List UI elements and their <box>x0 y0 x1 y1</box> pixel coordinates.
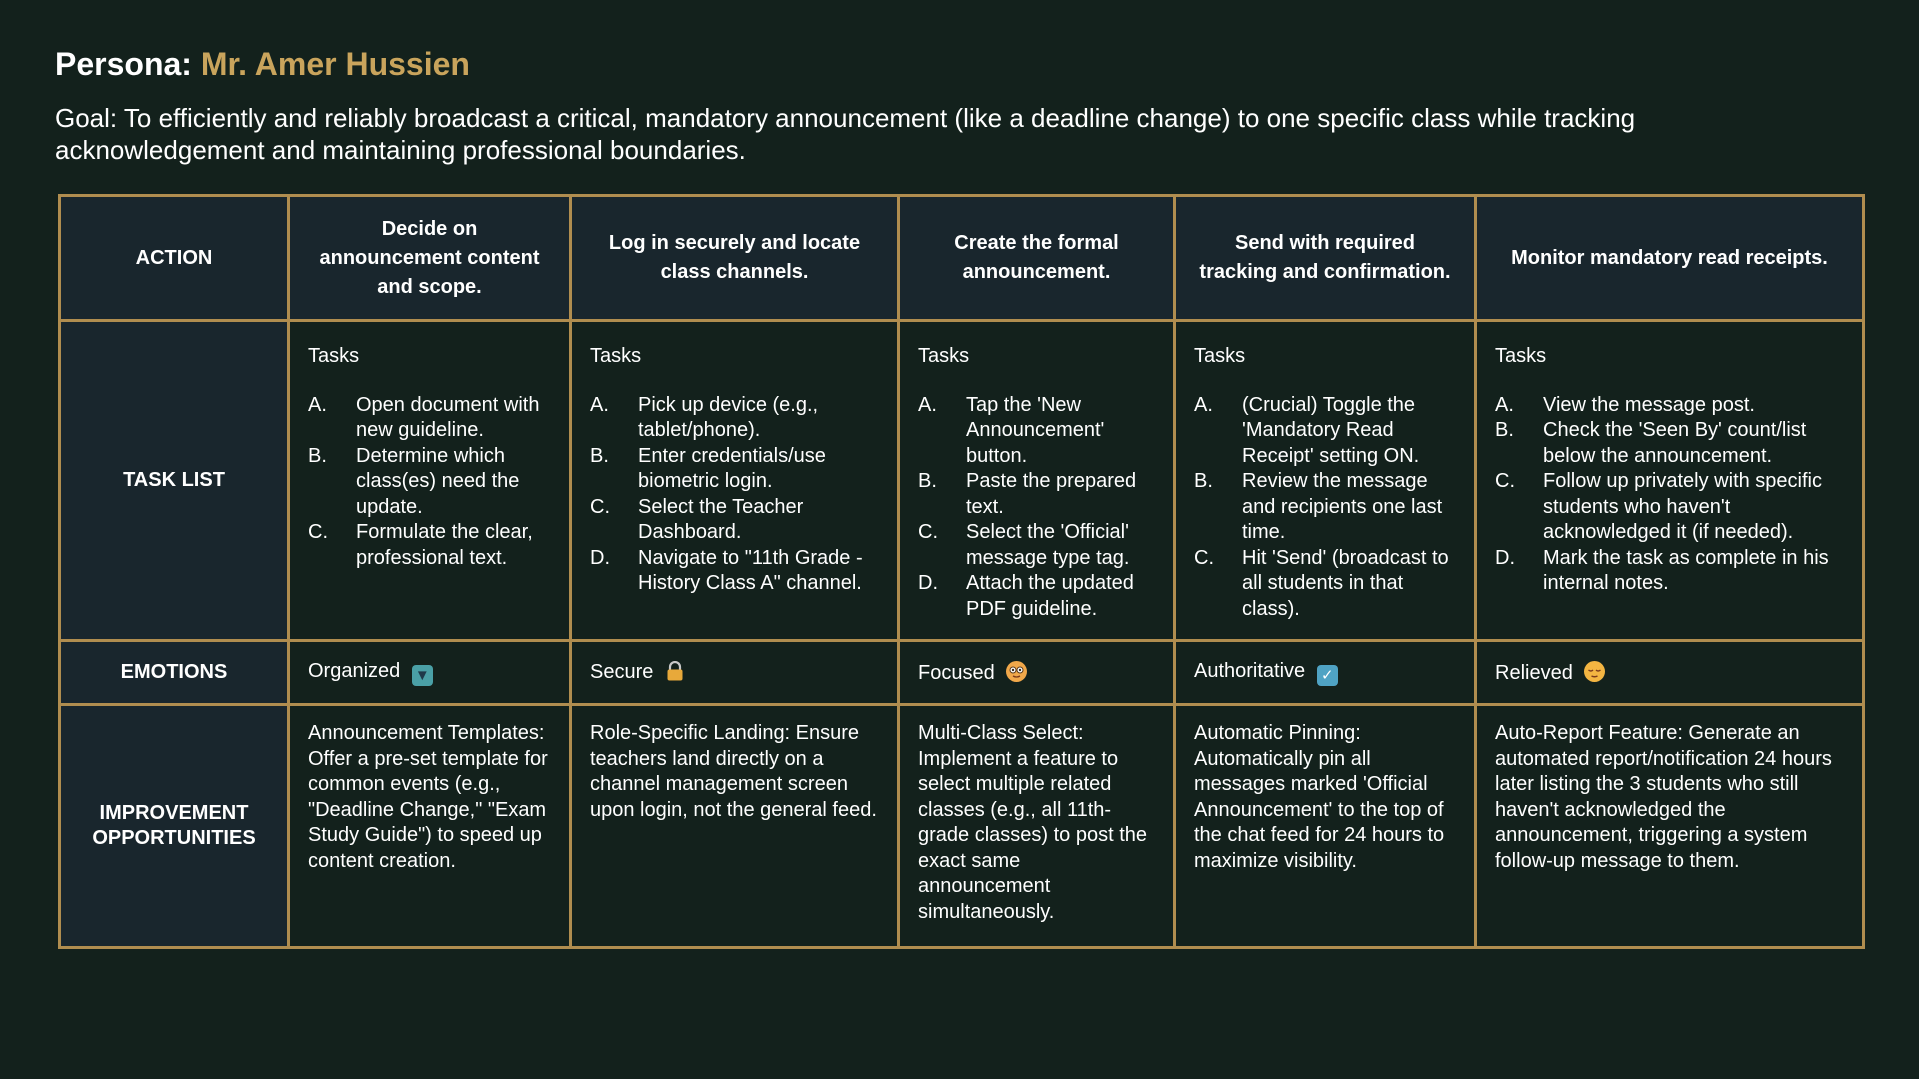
task-letter: B. <box>1194 470 1213 492</box>
persona-name: Mr. Amer Hussien <box>200 46 470 82</box>
task-letter: D. <box>590 546 610 569</box>
page-header <box>55 44 1855 166</box>
emotion-text: Authoritative <box>1194 659 1306 682</box>
tasks-title: Tasks <box>308 345 360 367</box>
task-text: (Crucial) Toggle the 'Mandatory Read Receipt' setting ON. <box>1242 393 1420 467</box>
stage-4-improvement: Automatic Pinning: Automatically pin all messages marked 'Official Announcement' to the top of the chat feed for 24 hours to maximize visibility. <box>1175 705 1476 948</box>
tasks-title: Tasks <box>590 345 642 367</box>
task-item <box>1194 393 1456 470</box>
lock-icon <box>665 661 686 682</box>
emotions-row <box>60 641 1864 705</box>
emotion-text: Focused <box>918 661 995 684</box>
task-item <box>1495 393 1844 419</box>
task-letter: A. <box>918 393 937 416</box>
task-text: Open document with new guideline. <box>356 393 540 441</box>
task-item <box>308 393 551 444</box>
persona-goal: Goal: To efficiently and reliably broadcast a critical, mandatory announcement (like a deadline change) to one specific class while tracking acknowledgement and maintaining professional boundaries. <box>55 103 1636 165</box>
stage-3-tasks <box>899 321 1175 641</box>
task-item <box>308 444 551 521</box>
task-item <box>1495 418 1844 469</box>
row-label-emotions: EMOTIONS <box>60 641 289 705</box>
persona-title <box>55 44 1855 84</box>
task-letter: C. <box>1194 546 1214 569</box>
task-text: Navigate to "11th Grade - History Class A" channel. <box>638 546 863 594</box>
task-text: Attach the updated PDF guideline. <box>966 572 1134 620</box>
stage-5-improvement: Auto-Report Feature: Generate an automated report/notification 24 hours later listing the 3 students who still haven't acknowledged the announcement, triggering a system follow-up message to them. <box>1476 705 1864 948</box>
task-item <box>1194 546 1456 623</box>
emotion-text: Secure <box>590 661 654 683</box>
necktie-icon: ▼ <box>412 665 433 686</box>
relieved-face-icon <box>1584 661 1605 682</box>
task-text: View the message post. <box>1543 393 1755 416</box>
action-row <box>60 196 1864 321</box>
task-item <box>590 393 879 444</box>
task-text: Enter credentials/use biometric login. <box>638 444 826 492</box>
task-list-row <box>60 321 1864 641</box>
stage-3-action: Create the formal announcement. <box>899 196 1175 321</box>
task-text: Tap the 'New Announcement' button. <box>966 393 1105 467</box>
task-text: Pick up device (e.g., tablet/phone). <box>638 393 819 441</box>
task-item <box>918 571 1155 622</box>
task-letter: B. <box>308 444 327 467</box>
task-letter: B. <box>590 444 609 467</box>
tasks-title: Tasks <box>918 345 970 367</box>
task-text: Hit 'Send' (broadcast to all students in that class). <box>1242 546 1449 620</box>
task-letter: A. <box>308 393 327 416</box>
row-label-task-list: TASK LIST <box>60 321 289 641</box>
row-label-action: ACTION <box>60 196 289 321</box>
task-item <box>590 495 879 546</box>
row-label-improvement <box>60 705 289 948</box>
stage-2-emotion <box>571 641 899 705</box>
stage-2-tasks <box>571 321 899 641</box>
task-item <box>1495 469 1844 546</box>
task-letter: C. <box>1495 470 1515 492</box>
task-text: Follow up privately with specific students who haven't acknowledged it (if needed). <box>1543 470 1822 543</box>
stage-3-improvement: Multi-Class Select: Implement a feature to select multiple related classes (e.g., all 11th-grade classes) to post the exact same announcement simultaneously. <box>899 705 1175 948</box>
task-letter: A. <box>590 393 609 416</box>
task-text: Mark the task as complete in his internal notes. <box>1543 546 1829 594</box>
task-text: Select the Teacher Dashboard. <box>638 495 804 543</box>
task-item <box>918 393 1155 470</box>
task-item <box>1495 546 1844 597</box>
task-letter: B. <box>918 470 937 492</box>
task-item <box>1194 469 1456 546</box>
improvement-row <box>60 705 1864 948</box>
task-item <box>918 469 1155 520</box>
task-item <box>590 546 879 597</box>
task-text: Formulate the clear, professional text. <box>356 521 533 569</box>
task-letter: B. <box>1495 419 1514 441</box>
stage-2-action: Log in securely and locate class channels. <box>571 196 899 321</box>
stage-1-action: Decide on announcement content and scope. <box>289 196 571 321</box>
check-box-icon: ✓ <box>1317 665 1338 686</box>
emotion-text: Organized <box>308 659 401 682</box>
task-text: Select the 'Official' message type tag. <box>966 521 1130 569</box>
stage-1-emotion <box>289 641 571 705</box>
tasks-title: Tasks <box>1194 345 1246 367</box>
stage-1-tasks <box>289 321 571 641</box>
task-letter: A. <box>1194 393 1213 416</box>
task-letter: D. <box>1495 546 1515 569</box>
monocle-face-icon <box>1006 661 1027 682</box>
task-text: Check the 'Seen By' count/list below the announcement. <box>1543 419 1807 467</box>
task-letter: A. <box>1495 393 1514 416</box>
stage-5-tasks <box>1476 321 1864 641</box>
stage-3-emotion <box>899 641 1175 705</box>
tasks-title: Tasks <box>1495 345 1547 367</box>
task-letter: C. <box>590 495 610 518</box>
row-label-improvement-line2: OPPORTUNITIES <box>92 827 256 849</box>
persona-label: Persona: <box>55 46 192 82</box>
task-item <box>590 444 879 495</box>
stage-4-tasks <box>1175 321 1476 641</box>
emotion-text: Relieved <box>1495 661 1573 684</box>
task-letter: C. <box>308 521 328 543</box>
task-text: Review the message and recipients one last time. <box>1242 470 1443 543</box>
stage-2-improvement: Role-Specific Landing: Ensure teachers land directly on a channel management screen upon login, not the general feed. <box>571 705 899 948</box>
journey-map-table <box>58 194 1865 949</box>
stage-4-action: Send with required tracking and confirmation. <box>1175 196 1476 321</box>
stage-1-improvement: Announcement Templates: Offer a pre-set template for common events (e.g., "Deadline Change," "Exam Study Guide") to speed up content creation. <box>289 705 571 948</box>
task-item <box>308 520 551 571</box>
task-text: Paste the prepared text. <box>966 470 1137 518</box>
task-letter: D. <box>918 572 938 594</box>
task-letter: C. <box>918 521 938 543</box>
stage-5-action: Monitor mandatory read receipts. <box>1476 196 1864 321</box>
stage-4-emotion <box>1175 641 1476 705</box>
task-text: Determine which class(es) need the update. <box>356 444 520 518</box>
stage-5-emotion <box>1476 641 1864 705</box>
task-item <box>918 520 1155 571</box>
row-label-improvement-line1: IMPROVEMENT <box>99 802 249 824</box>
